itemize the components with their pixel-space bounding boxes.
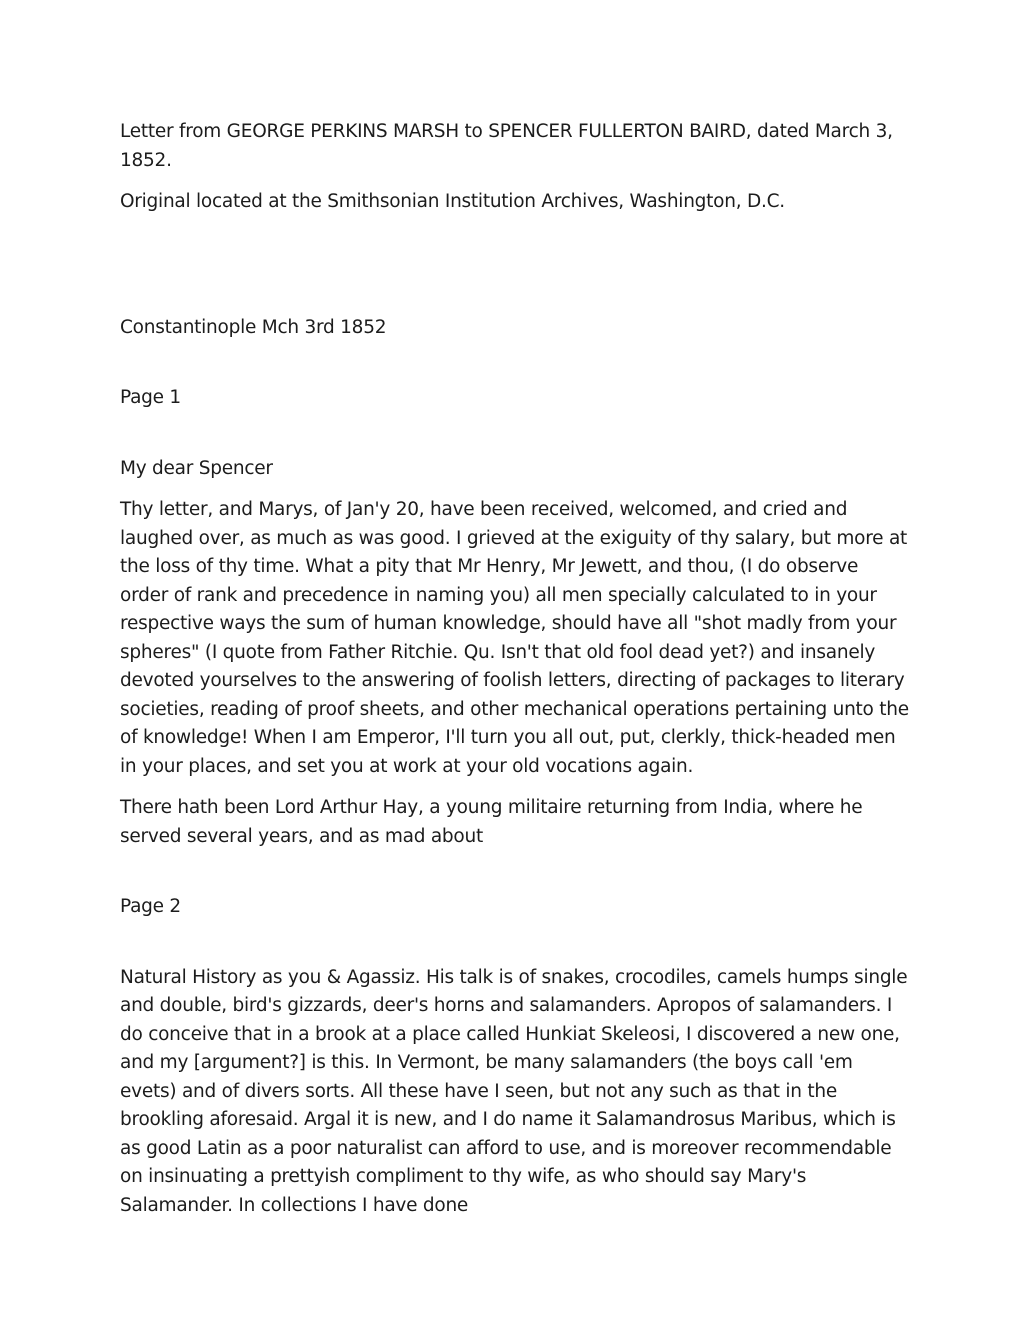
page-1-label: Page 1 xyxy=(120,387,181,408)
archive-info: Original located at the Smithsonian Institution Archives, Washington, D.C. xyxy=(120,191,785,212)
salutation: My dear Spencer xyxy=(120,457,273,479)
place-date: Constantinople Mch 3rd 1852 xyxy=(120,316,387,338)
document-page xyxy=(120,118,910,1220)
letter-info: Letter from GEORGE PERKINS MARSH to SPENCER FULLERTON BAIRD, dated March 3, 1852. xyxy=(120,121,893,171)
paragraph-3: Natural History as you & Agassiz. His talk is of snakes, crocodiles, camels humps single and double, bird's gizzards, deer's horns and salamanders. Apropos of salamanders. I do conceive that in a brook at a place called Hunkiat Skeleosi, I discovered a new one, and my [argument?] is this. In Vermont, be many salamanders (the boys call 'em evets) and of divers sorts. All these have I seen, but not any such as that in the brookling aforesaid. Argal it is new, and I do name it Salamandrosus Maribus, which is as good Latin as a poor naturalist can afford to use, and is moreover recommendable on insinuating a prettyish compliment to thy wife, as who should say Mary's Salamander. In collections I have done xyxy=(120,966,908,1216)
page-2-label: Page 2 xyxy=(120,896,181,917)
paragraph-2: There hath been Lord Arthur Hay, a young militaire returning from India, where he served several years, and as mad about xyxy=(120,797,863,847)
paragraph-1: Thy letter, and Marys, of Jan'y 20, have been received, welcomed, and cried and laughed over, as much as was good. I grieved at the exiguity of thy salary, but more at the loss of thy time. What a pity that Mr Henry, Mr Jewett, and thou, (I do observe order of rank and precedence in naming you) all men specially calculated to in your respective ways the sum of human knowledge, should have all "shot madly from your spheres" (I quote from Father Ritchie. Qu. Isn't that old fool dead yet?) and insanely devoted yourselves to the answering of foolish letters, directing of packages to literary societies, reading of proof sheets, and other mechanical operations pertaining unto the of knowledge! When I am Emperor, I'll turn you all out, put, clerkly, thick-headed men in your places, and set you at work at your old vocations again. xyxy=(120,499,909,777)
